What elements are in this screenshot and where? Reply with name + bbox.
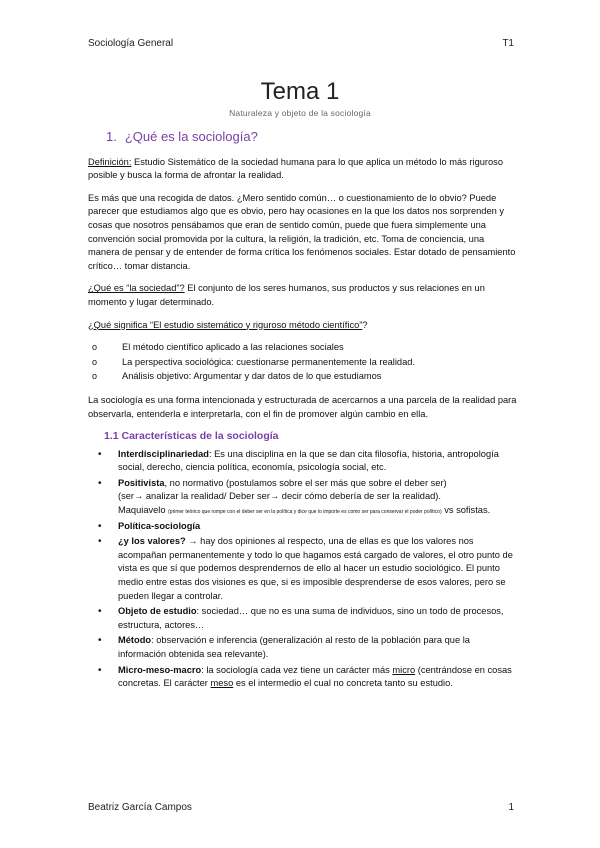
list-item: o La perspectiva sociológica: cuestionarse permanentemente la realidad. — [88, 356, 518, 370]
method-question-label: ¿Qué significa “El estudio sistemático y riguroso método científico” — [88, 319, 363, 330]
sociology-paragraph: La sociología es una forma intencionada y estructurada de acercarnos a una parcela de la realidad para observarla, entenderla e interpretarla, con el fin de promover algún cambio en ella. — [88, 394, 517, 419]
intro-paragraph: Es más que una recogida de datos. ¿Mero sentido común… o cuestionamiento de lo obvio? Puede parecer que estudiamos algo que es obvio, pero hay ocasiones en la que los datos nos sorprenden y cosas que nosotros pensábamos que eran de sentido común, puede que fuera simplemente una convención social promovida por la cultura, la religión, la tradición, etc. Toma de conciencia, una manera de pensar y de entender de forma crítica los fenómenos sociales. Estar dotado de pensamiento crítico… tomar distancia. — [88, 192, 516, 271]
header-course: Sociología General — [88, 38, 174, 49]
item-term: Política-sociología — [118, 520, 201, 531]
method-question — [88, 319, 518, 333]
method-list — [88, 341, 518, 384]
section-number: 1. — [106, 129, 117, 144]
item-text: : la sociología cada vez tiene un carácter más — [201, 664, 393, 675]
item-text: Maquiavelo — [118, 505, 169, 516]
list-item — [88, 634, 518, 661]
item-term: Positivista — [118, 477, 165, 488]
list-item — [88, 605, 518, 632]
definition-paragraph — [88, 156, 518, 183]
item-text: (centrándose en cosas concretas. El carácter — [118, 664, 512, 689]
footer-author: Beatriz García Campos — [88, 802, 192, 813]
document-body — [88, 126, 518, 693]
list-item — [88, 448, 518, 475]
item-text: : sociedad… que no es una suma de individuos, sino un todo de procesos, estructura, actores… — [118, 606, 504, 630]
item-term-underlined: meso — [210, 678, 234, 689]
list-item — [88, 664, 518, 691]
item-term: Método — [118, 635, 152, 646]
society-text: El conjunto de los seres humanos, sus productos y sus relaciones en un momento y lugar determinado. — [88, 283, 485, 307]
page-subtitle: Naturaleza y objeto de la sociología — [229, 108, 371, 118]
method-question-end: ? — [362, 319, 368, 330]
society-paragraph — [88, 282, 518, 309]
item-term: Objeto de estudio — [118, 606, 197, 617]
item-text: : observación e inferencia (generalización al resto de la población para que la información obtenida sea relevante). — [118, 635, 470, 659]
definition-text: Estudio Sistemático de la sociedad humana para lo que aplica un método lo más riguroso posible y busca la forma de afrontar la realidad. — [88, 156, 503, 181]
item-term: ¿y los valores? — [118, 536, 186, 547]
item-term-underlined: micro — [392, 664, 416, 675]
item-text: es el intermedio el cual no concreta tanto su estudio. — [233, 678, 453, 689]
page-title: Tema 1 — [260, 78, 340, 105]
item-term: Micro-meso-macro — [118, 664, 202, 675]
header-topic-code: T1 — [502, 38, 514, 49]
item-note: (primer teórico que rompe con el deber ser en la política y dice que lo importe es como ser para conservar el poder político) — [168, 509, 442, 516]
item-text: , no normativo (postulamos sobre el ser más que sobre el deber ser) — [164, 477, 447, 488]
list-item — [88, 477, 518, 518]
item-text: → hay dos opiniones al respecto, una de ellas es que los valores nos acompañan permanentemente y todo lo que hagamos está cargado de valores, el otro punto de vista es que sí que podemos desprendernos de ello al hacer un estudio sociológico. El punto medio entre estas dos visiones es que, si es imposible desprenderse de esos valores, pero se pueden llegar a controlar. — [118, 536, 513, 601]
subsection-heading: 1.1 Características de la sociología — [104, 430, 279, 443]
item-text: vs sofistas. — [441, 505, 491, 516]
list-item — [88, 535, 518, 603]
section-heading — [106, 130, 518, 144]
section-title: ¿Qué es la sociología? — [124, 129, 258, 144]
list-item: o El método científico aplicado a las relaciones sociales — [88, 341, 518, 355]
list-item — [88, 520, 518, 534]
item-term: Interdisciplinariedad — [118, 448, 209, 459]
item-text: (ser→ analizar la realidad/ Deber ser→ decir cómo debería de ser la realidad). — [118, 491, 441, 502]
characteristics-list — [88, 448, 518, 691]
society-label: ¿Qué es “la sociedad”? — [88, 283, 185, 294]
definition-label: Definición: — [88, 156, 132, 167]
item-text: : Es una disciplina en la que se dan cita filosofía, historia, antropología social, derecho, ciencia política, economía, psicología social, etc. — [118, 448, 499, 473]
list-item: o Análisis objetivo: Argumentar y dar datos de lo que estudiamos — [88, 370, 518, 384]
page-number: 1 — [508, 802, 514, 813]
